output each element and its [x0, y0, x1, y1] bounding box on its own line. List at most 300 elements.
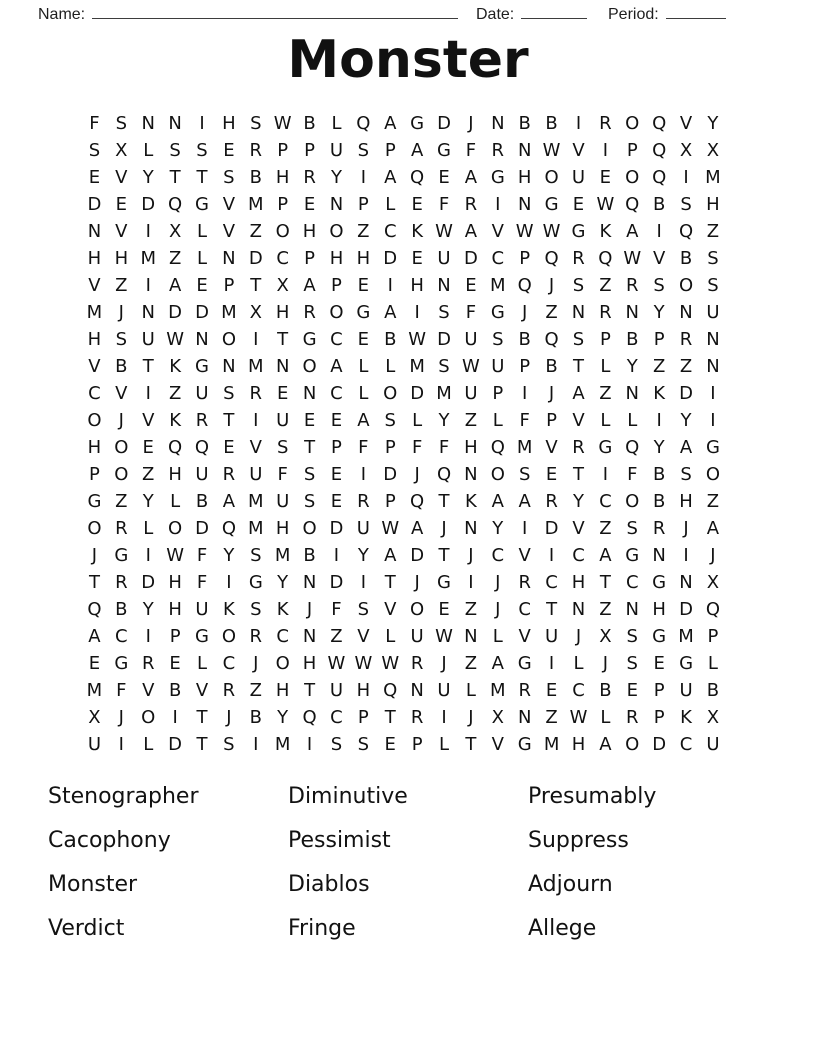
grid-letter: C	[599, 490, 612, 512]
grid-letter: S	[357, 598, 370, 620]
grid-letter: Z	[599, 274, 612, 296]
grid-letter: I	[253, 733, 259, 755]
grid-letter: V	[115, 220, 128, 242]
grid-letter: H	[464, 436, 478, 458]
grid-letter: C	[276, 247, 289, 269]
grid-letter: H	[571, 571, 586, 593]
grid-letter: Z	[679, 355, 693, 377]
grid-letter: S	[169, 139, 181, 161]
grid-letter: U	[706, 301, 720, 323]
grid-letter: J	[441, 517, 447, 539]
grid-letter: R	[626, 706, 639, 728]
grid-letter: W	[569, 706, 588, 728]
grid-letter: D	[410, 382, 425, 404]
grid-letter: O	[87, 517, 102, 539]
grid-letter: W	[166, 328, 185, 350]
grid-letter: H	[329, 247, 344, 269]
grid-letter: O	[329, 220, 344, 242]
grid-letter: I	[199, 112, 205, 134]
grid-letter: R	[491, 139, 505, 161]
grid-letter: X	[706, 139, 720, 161]
grid-letter: Q	[87, 598, 102, 620]
grid-letter: H	[356, 679, 371, 701]
grid-letter: S	[626, 652, 638, 674]
grid-letter: V	[545, 436, 558, 458]
grid-letter: Q	[356, 112, 371, 134]
grid-letter: R	[303, 166, 316, 188]
grid-letter: S	[653, 274, 665, 296]
grid-letter: G	[248, 571, 263, 593]
grid-letter: P	[519, 355, 531, 377]
grid-letter: E	[115, 193, 128, 215]
grid-letter: F	[196, 544, 208, 566]
grid-letter: V	[652, 247, 666, 269]
grid-letter: U	[329, 679, 344, 701]
grid-letter: D	[87, 193, 102, 215]
grid-letter: F	[411, 436, 423, 458]
word-item: Monster	[48, 871, 138, 897]
grid-letter: C	[276, 625, 289, 647]
grid-letter: U	[410, 625, 424, 647]
grid-letter: U	[356, 517, 370, 539]
grid-letter: P	[331, 436, 342, 458]
grid-letter: S	[680, 193, 692, 215]
grid-letter: D	[544, 517, 559, 539]
grid-letter: U	[464, 382, 478, 404]
grid-letter: U	[464, 328, 478, 350]
grid-letter: W	[166, 544, 185, 566]
grid-letter: P	[653, 328, 665, 350]
grid-letter: H	[168, 598, 182, 620]
grid-letter: T	[250, 274, 262, 296]
grid-letter: D	[141, 193, 156, 215]
name-blank-line	[92, 3, 458, 19]
grid-letter: S	[250, 112, 262, 134]
grid-letter: F	[438, 193, 450, 215]
grid-letter: Y	[142, 490, 154, 512]
grid-letter: D	[679, 382, 693, 404]
grid-letter: S	[115, 112, 128, 134]
grid-letter: A	[384, 166, 397, 188]
grid-letter: F	[358, 436, 369, 458]
grid-letter: A	[599, 733, 612, 755]
grid-letter: L	[492, 625, 503, 647]
grid-letter: E	[626, 679, 638, 701]
grid-letter: W	[408, 328, 427, 350]
grid-letter: S	[250, 544, 262, 566]
grid-letter: F	[627, 463, 638, 485]
grid-letter: N	[222, 355, 236, 377]
grid-letter: B	[626, 328, 639, 350]
period-label: Period:	[608, 6, 659, 23]
grid-letter: A	[572, 382, 585, 404]
grid-letter: L	[196, 652, 208, 674]
grid-letter: D	[383, 247, 398, 269]
grid-letter: E	[303, 409, 316, 431]
grid-letter: M	[543, 733, 560, 755]
grid-letter: B	[303, 544, 316, 566]
grid-letter: S	[357, 733, 370, 755]
grid-letter: B	[195, 490, 209, 512]
word-item: Adjourn	[528, 871, 613, 897]
grid-letter: R	[464, 193, 478, 215]
grid-letter: R	[572, 436, 585, 458]
grid-letter: P	[384, 436, 396, 458]
grid-letter: Z	[652, 355, 666, 377]
grid-letter: S	[518, 463, 531, 485]
grid-letter: P	[331, 274, 342, 296]
grid-letter: C	[88, 382, 101, 404]
grid-letter: P	[707, 625, 719, 647]
grid-letter: E	[169, 652, 181, 674]
grid-letter: T	[304, 436, 316, 458]
grid-letter: N	[464, 625, 478, 647]
grid-letter: H	[302, 652, 317, 674]
grid-letter: G	[114, 544, 129, 566]
grid-letter: P	[546, 409, 558, 431]
grid-letter: G	[87, 490, 102, 512]
grid-letter: I	[441, 706, 447, 728]
grid-letter: A	[168, 274, 182, 296]
grid-letter: E	[411, 247, 423, 269]
grid-letter: E	[411, 193, 423, 215]
grid-letter: F	[196, 571, 208, 593]
grid-letter: G	[356, 301, 371, 323]
grid-letter: X	[679, 139, 693, 161]
grid-letter: I	[387, 274, 393, 296]
grid-letter: P	[384, 139, 396, 161]
grid-letter: Q	[544, 247, 559, 269]
grid-letter: O	[168, 517, 183, 539]
grid-letter: S	[223, 382, 235, 404]
grid-letter: H	[275, 166, 290, 188]
grid-letter: S	[115, 328, 128, 350]
grid-letter: J	[575, 625, 582, 647]
grid-letter: L	[492, 409, 503, 431]
grid-letter: L	[143, 733, 154, 755]
grid-letter: O	[625, 490, 640, 512]
grid-letter: R	[115, 571, 128, 593]
grid-letter: V	[384, 598, 397, 620]
grid-letter: Y	[626, 355, 638, 377]
grid-letter: T	[572, 463, 584, 485]
grid-letter: M	[705, 166, 721, 188]
grid-letter: M	[436, 382, 452, 404]
grid-letter: Z	[464, 652, 478, 674]
grid-letter: V	[249, 436, 262, 458]
grid-letter: G	[571, 220, 586, 242]
grid-letter: O	[678, 274, 694, 296]
grid-letter: T	[546, 598, 558, 620]
grid-letter: J	[91, 544, 98, 566]
grid-letter: W	[542, 220, 561, 242]
grid-letter: I	[145, 625, 151, 647]
grid-letter: B	[115, 355, 128, 377]
grid-letter: J	[602, 652, 609, 674]
grid-letter: B	[599, 679, 612, 701]
grid-letter: I	[656, 409, 662, 431]
grid-letter: N	[141, 301, 155, 323]
grid-letter: N	[437, 274, 451, 296]
grid-letter: M	[274, 733, 291, 755]
grid-letter: O	[544, 166, 559, 188]
grid-letter: N	[464, 517, 478, 539]
grid-letter: P	[384, 490, 396, 512]
grid-letter: Z	[115, 274, 128, 296]
grid-letter: H	[275, 679, 290, 701]
grid-letter: J	[548, 382, 555, 404]
grid-letter: L	[358, 382, 369, 404]
grid-letter: S	[196, 139, 208, 161]
grid-letter: U	[544, 625, 559, 647]
grid-letter: A	[706, 517, 720, 539]
grid-letter: L	[707, 652, 718, 674]
grid-letter: L	[385, 625, 396, 647]
grid-letter: R	[652, 517, 666, 539]
grid-letter: E	[223, 436, 235, 458]
grid-letter: Z	[599, 517, 612, 539]
grid-letter: H	[114, 247, 129, 269]
grid-letter: A	[330, 355, 343, 377]
grid-letter: I	[495, 193, 501, 215]
grid-letter: V	[572, 139, 585, 161]
grid-letter: G	[517, 733, 532, 755]
grid-letter: Y	[707, 112, 719, 134]
grid-letter: V	[88, 274, 101, 296]
grid-letter: S	[384, 409, 396, 431]
word-item: Allege	[528, 915, 597, 941]
grid-letter: O	[302, 355, 317, 377]
grid-letter: R	[141, 652, 155, 674]
grid-letter: P	[304, 139, 315, 161]
grid-letter: T	[142, 355, 154, 377]
grid-letter: V	[222, 220, 236, 242]
grid-letter: O	[302, 517, 317, 539]
grid-letter: G	[490, 166, 505, 188]
grid-letter: O	[625, 166, 640, 188]
grid-letter: T	[384, 706, 396, 728]
grid-letter: R	[518, 571, 531, 593]
grid-letter: Q	[168, 436, 183, 458]
grid-letter: C	[491, 247, 505, 269]
grid-letter: I	[226, 571, 232, 593]
grid-letter: Y	[277, 706, 289, 728]
grid-letter: V	[491, 733, 504, 755]
grid-letter: O	[625, 112, 640, 134]
grid-letter: S	[572, 328, 585, 350]
grid-letter: Q	[490, 436, 505, 458]
grid-letter: U	[276, 490, 290, 512]
grid-letter: B	[652, 463, 666, 485]
grid-letter: N	[491, 112, 505, 134]
grid-letter: Q	[436, 463, 452, 485]
grid-letter: N	[571, 301, 586, 323]
grid-letter: M	[248, 517, 264, 539]
grid-letter: I	[602, 139, 609, 161]
grid-letter: D	[679, 598, 693, 620]
grid-letter: O	[275, 220, 290, 242]
grid-letter: T	[438, 490, 450, 512]
grid-letter: U	[571, 166, 586, 188]
grid-letter: A	[410, 139, 424, 161]
grid-letter: V	[115, 382, 128, 404]
grid-letter: O	[87, 409, 102, 431]
grid-letter: I	[333, 544, 340, 566]
grid-letter: I	[683, 166, 689, 188]
grid-letter: V	[142, 679, 155, 701]
grid-letter: C	[222, 652, 236, 674]
grid-letter: T	[384, 571, 396, 593]
grid-letter: S	[626, 625, 638, 647]
grid-letter: Y	[653, 436, 665, 458]
grid-letter: U	[491, 355, 505, 377]
grid-letter: A	[464, 166, 478, 188]
grid-letter: N	[464, 463, 478, 485]
grid-letter: T	[465, 733, 477, 755]
grid-letter: M	[140, 247, 156, 269]
grid-letter: B	[249, 166, 262, 188]
grid-letter: E	[438, 166, 450, 188]
grid-letter: P	[626, 139, 638, 161]
grid-letter: H	[571, 733, 586, 755]
grid-letter: L	[573, 652, 584, 674]
grid-letter: M	[678, 625, 694, 647]
grid-letter: N	[195, 328, 209, 350]
grid-letter: C	[383, 220, 397, 242]
grid-letter: T	[169, 166, 181, 188]
grid-letter: L	[385, 193, 396, 215]
grid-letter: I	[414, 301, 420, 323]
grid-letter: J	[468, 706, 474, 728]
grid-letter: Z	[545, 706, 558, 728]
grid-letter: H	[275, 301, 290, 323]
grid-letter: B	[518, 328, 531, 350]
grid-letter: L	[627, 409, 638, 431]
grid-letter: E	[330, 490, 343, 512]
grid-letter: Y	[680, 409, 692, 431]
grid-letter: S	[572, 274, 585, 296]
grid-letter: R	[518, 679, 531, 701]
grid-letter: Z	[330, 625, 343, 647]
grid-letter: G	[652, 571, 667, 593]
grid-letter: K	[169, 409, 182, 431]
grid-letter: I	[172, 706, 178, 728]
grid-letter: W	[623, 247, 642, 269]
grid-letter: Q	[598, 247, 613, 269]
grid-letter: Q	[705, 598, 721, 620]
grid-letter: G	[625, 544, 640, 566]
grid-letter: X	[706, 706, 720, 728]
grid-letter: X	[168, 220, 182, 242]
grid-letter: Y	[438, 409, 450, 431]
grid-letter: A	[357, 409, 370, 431]
grid-letter: J	[710, 544, 716, 566]
grid-letter: J	[495, 571, 501, 593]
grid-letter: H	[222, 112, 236, 134]
grid-letter: S	[303, 463, 316, 485]
grid-letter: P	[519, 247, 531, 269]
grid-letter: Q	[652, 166, 667, 188]
grid-letter: U	[195, 382, 209, 404]
grid-letter: G	[652, 625, 667, 647]
grid-letter: L	[143, 139, 154, 161]
grid-letter: Z	[249, 679, 262, 701]
grid-letter: S	[438, 301, 450, 323]
grid-letter: F	[89, 112, 100, 134]
grid-letter: H	[302, 220, 317, 242]
grid-letter: A	[222, 490, 236, 512]
grid-letter: C	[330, 328, 343, 350]
grid-letter: J	[226, 706, 232, 728]
grid-letter: R	[626, 274, 639, 296]
grid-letter: H	[168, 463, 182, 485]
grid-letter: L	[358, 355, 369, 377]
grid-letter: N	[517, 139, 532, 161]
grid-letter: N	[625, 382, 639, 404]
grid-letter: M	[490, 274, 506, 296]
grid-letter: M	[490, 679, 506, 701]
grid-letter: E	[303, 193, 316, 215]
grid-letter: G	[410, 112, 425, 134]
grid-letter: N	[679, 301, 693, 323]
grid-letter: T	[572, 355, 584, 377]
grid-letter: P	[357, 706, 369, 728]
grid-letter: M	[248, 193, 264, 215]
grid-letter: C	[491, 544, 505, 566]
word-list-column	[288, 774, 528, 950]
grid-letter: P	[357, 193, 369, 215]
grid-letter: U	[437, 679, 451, 701]
grid-letter: F	[519, 409, 530, 431]
grid-letter: V	[572, 517, 585, 539]
grid-letter: E	[357, 274, 370, 296]
grid-letter: E	[545, 463, 558, 485]
grid-letter: G	[114, 652, 129, 674]
grid-letter: A	[491, 490, 504, 512]
grid-letter: R	[599, 112, 612, 134]
grid-letter: W	[435, 625, 453, 647]
grid-letter: W	[596, 193, 615, 215]
grid-letter: Z	[545, 301, 558, 323]
grid-letter: R	[222, 679, 236, 701]
grid-letter: G	[705, 436, 720, 458]
grid-letter: S	[330, 733, 343, 755]
grid-letter: F	[465, 301, 477, 323]
grid-letter: X	[249, 301, 262, 323]
grid-letter: D	[383, 463, 398, 485]
grid-letter: Q	[194, 436, 210, 458]
grid-letter: H	[410, 274, 424, 296]
grid-letter: O	[114, 436, 129, 458]
grid-letter: T	[88, 571, 100, 593]
grid-letter: I	[468, 571, 474, 593]
grid-letter: B	[518, 112, 531, 134]
grid-letter: D	[168, 733, 183, 755]
grid-letter: C	[518, 598, 531, 620]
grid-letter: P	[277, 193, 289, 215]
grid-letter: N	[222, 247, 236, 269]
grid-letter: S	[707, 274, 719, 296]
grid-letter: P	[599, 328, 611, 350]
word-item: Stenographer	[48, 783, 199, 809]
grid-letter: K	[276, 598, 289, 620]
grid-letter: Y	[330, 166, 342, 188]
grid-letter: O	[114, 463, 129, 485]
grid-letter: A	[88, 625, 101, 647]
grid-letter: F	[331, 598, 342, 620]
grid-letter: G	[195, 193, 209, 215]
grid-letter: D	[195, 301, 209, 323]
